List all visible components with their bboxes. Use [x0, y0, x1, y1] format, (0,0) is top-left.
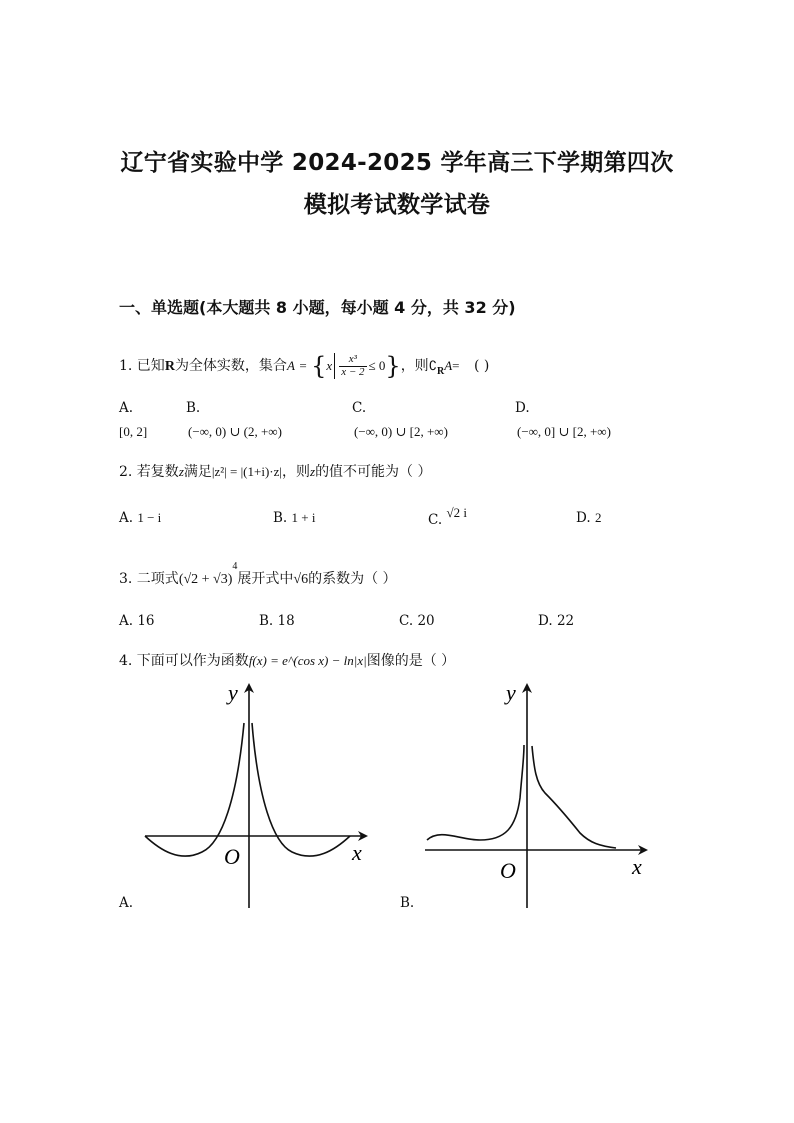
q1-option-d-label: D. — [515, 400, 530, 416]
q3-option-d-value: 22 — [556, 613, 575, 629]
q1-right-brace: } — [385, 352, 401, 380]
q1-denominator: x − 2 — [341, 365, 365, 378]
q2-option-d — [576, 510, 601, 526]
q2-text-end: 的值不可能为（ ） — [315, 464, 432, 480]
q1-option-b-value: (−∞, 0) ∪ (2, +∞) — [188, 424, 282, 439]
graph-a — [140, 678, 375, 913]
q3-text-mid: 展开式中 — [237, 571, 294, 587]
q2-condition: |z²| = |(1+i)·z| — [211, 464, 282, 479]
q2-text-mid: 满足 — [183, 464, 212, 480]
q1-prefix: 1. 已知 — [119, 358, 165, 374]
graph-b-curve-right — [532, 746, 616, 848]
q1-option-a-value: [0, 2] — [119, 424, 148, 439]
q1-set-a: A — [286, 358, 295, 373]
q4-prefix: 4. 下面可以作为函数 — [119, 653, 249, 669]
q2-option-c-label: C. — [428, 512, 443, 528]
q1-set-r: R — [164, 359, 175, 374]
q1-eq: = — [299, 358, 307, 373]
q1-text-then: ，则 — [400, 358, 429, 374]
q3-option-d — [538, 613, 574, 629]
q1-fraction — [339, 354, 366, 378]
q1-complement: ∁ — [428, 358, 437, 373]
question-2 — [119, 461, 432, 481]
q3-option-c — [399, 613, 435, 629]
graph-b-label: B. — [400, 895, 415, 911]
q1-set-bar — [334, 353, 335, 379]
graph-a-origin: O — [224, 844, 240, 869]
question-3 — [119, 561, 397, 588]
q4-text-end: 图像的是（ ） — [366, 653, 456, 669]
q2-option-a-value: 1 − i — [137, 510, 162, 525]
exam-title-line1: 辽宁省实验中学 2024-2025 学年高三下学期第四次 — [120, 150, 674, 176]
graph-a-x-label: x — [352, 840, 362, 865]
q1-option-a-label: A. — [119, 400, 134, 416]
q2-text-then: ，则 — [282, 464, 310, 480]
q1-complement-sub: R — [436, 365, 445, 377]
graph-b-x-label: x — [632, 854, 642, 879]
section-heading: 一、单选题(本大题共 8 小题，每小题 4 分，共 32 分) — [119, 298, 516, 317]
q3-option-c-label: C. — [399, 613, 414, 629]
q3-option-c-value: 20 — [417, 613, 435, 629]
q2-option-d-label: D. — [576, 510, 591, 526]
q1-numerator: x³ — [339, 354, 366, 367]
q3-text-end: 的系数为（ ） — [308, 571, 397, 587]
graph-b — [420, 678, 655, 913]
q3-term: √6 — [293, 572, 309, 587]
graph-b-origin: O — [500, 858, 516, 883]
q1-eq2: = — [452, 358, 460, 373]
q3-option-a-label: A. — [119, 613, 134, 629]
graph-a-y-label: y — [228, 680, 238, 705]
question-4 — [119, 650, 455, 670]
q3-option-a — [119, 613, 155, 629]
q1-left-brace: { — [311, 352, 327, 380]
graph-a-label: A. — [119, 895, 134, 911]
graph-b-y-label: y — [506, 680, 516, 705]
q1-option-d-value: (−∞, 0] ∪ [2, +∞) — [517, 424, 611, 439]
q1-le-zero: ≤ 0 — [368, 358, 386, 373]
q2-prefix: 2. 若复数 — [119, 464, 179, 480]
q1-a: A — [444, 358, 453, 373]
q2-option-d-value: 2 — [594, 510, 602, 525]
q2-option-c — [428, 505, 467, 528]
q1-option-c-value: (−∞, 0) ∪ [2, +∞) — [354, 424, 448, 439]
q1-var-x: x — [326, 358, 333, 373]
q2-var-z: z — [178, 464, 184, 479]
q1-text-mid: 为全体实数，集合 — [174, 358, 287, 374]
q3-prefix: 3. 二项式 — [119, 571, 179, 587]
q1-answer-paren: ( ) — [473, 358, 490, 374]
q2-option-b-label: B. — [273, 510, 288, 526]
q3-exponent: 4 — [232, 561, 238, 573]
graph-b-curve-left — [427, 745, 524, 840]
q3-option-b-value: 18 — [277, 613, 295, 629]
question-1 — [119, 352, 489, 386]
q1-option-c-label: C. — [352, 400, 367, 416]
exam-title-line2: 模拟考试数学试卷 — [303, 192, 491, 218]
q3-expression: (√2 + √3) — [178, 572, 233, 587]
q2-option-b — [273, 510, 315, 526]
q3-option-b-label: B. — [259, 613, 274, 629]
q3-option-b — [259, 613, 295, 629]
q2-option-a — [119, 510, 161, 526]
q2-option-b-value: 1 + i — [291, 510, 316, 525]
q3-option-d-label: D. — [538, 613, 553, 629]
q2-option-c-value: √2 i — [446, 505, 467, 520]
q4-function: f(x) = e^(cos x) − ln|x| — [248, 653, 367, 668]
q3-option-a-value: 16 — [137, 613, 155, 629]
q2-var-z2: z — [310, 464, 316, 479]
q2-option-a-label: A. — [119, 510, 134, 526]
q1-option-b-label: B. — [186, 400, 201, 416]
